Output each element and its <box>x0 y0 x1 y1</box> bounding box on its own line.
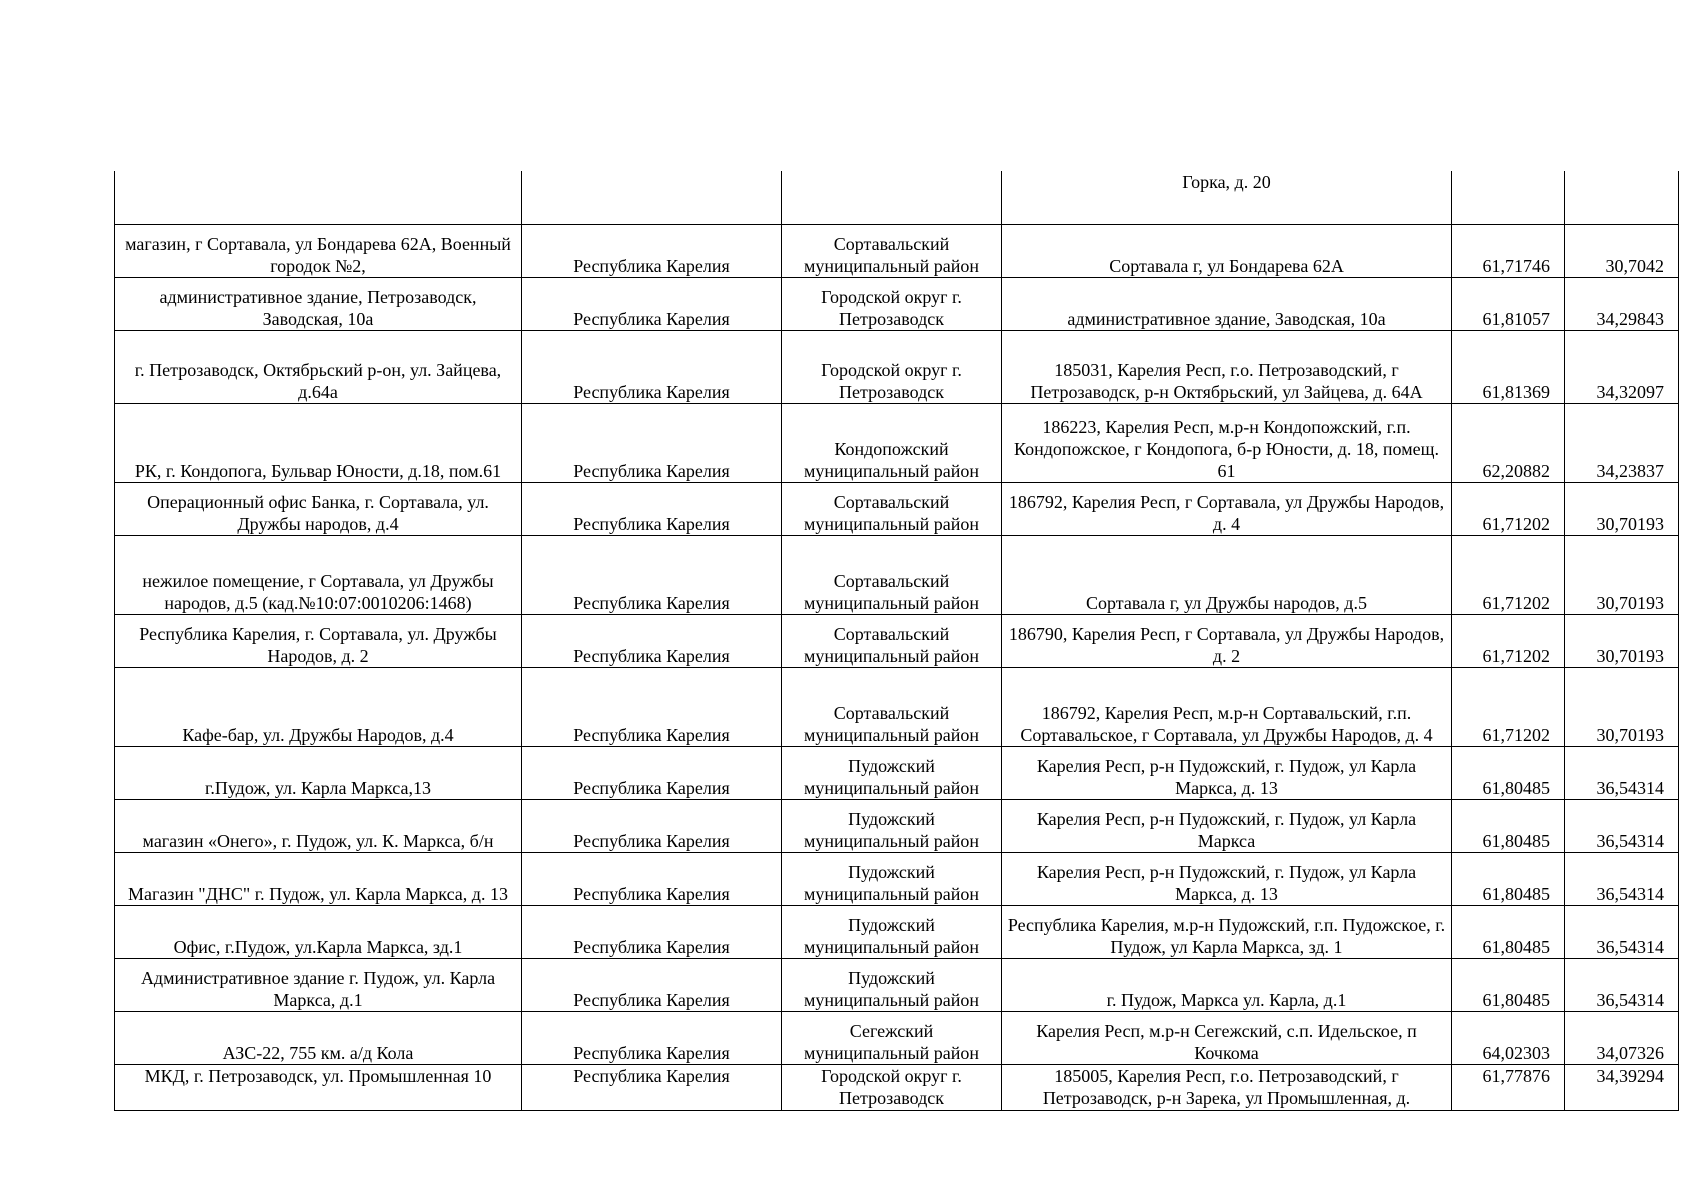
latitude-cell: 61,71202 <box>1452 667 1565 746</box>
district-cell: Пудожский муниципальный район <box>782 905 1002 958</box>
location-name-cell: Республика Карелия, г. Сортавала, ул. Дружбы Народов, д. 2 <box>115 614 522 667</box>
district-cell: Пудожский муниципальный район <box>782 852 1002 905</box>
location-name-cell: Магазин "ДНС" г. Пудож, ул. Карла Маркса, д. 13 <box>115 852 522 905</box>
region-cell: Республика Карелия <box>522 852 782 905</box>
district-cell: Сортавальский муниципальный район <box>782 667 1002 746</box>
address-cell: Карелия Респ, р-н Пудожский, г. Пудож, ул Карла Маркса, д. 13 <box>1002 746 1452 799</box>
latitude-cell: 64,02303 <box>1452 1011 1565 1064</box>
location-name-cell: РК, г. Кондопога, Бульвар Юности, д.18, пом.61 <box>115 403 522 482</box>
location-name-cell <box>115 171 522 224</box>
address-cell: Республика Карелия, м.р-н Пудожский, г.п. Пудожское, г. Пудож, ул Карла Маркса, зд. 1 <box>1002 905 1452 958</box>
latitude-cell: 61,81369 <box>1452 330 1565 403</box>
longitude-cell: 30,70193 <box>1565 614 1679 667</box>
region-cell: Республика Карелия <box>522 403 782 482</box>
table-row <box>115 614 1679 667</box>
region-cell: Республика Карелия <box>522 1064 782 1110</box>
longitude-cell: 36,54314 <box>1565 905 1679 958</box>
latitude-cell: 62,20882 <box>1452 403 1565 482</box>
region-cell: Республика Карелия <box>522 746 782 799</box>
longitude-cell: 34,23837 <box>1565 403 1679 482</box>
location-name-cell: АЗС-22, 755 км. а/д Кола <box>115 1011 522 1064</box>
longitude-cell: 36,54314 <box>1565 799 1679 852</box>
table-row <box>115 277 1679 330</box>
table-row <box>115 224 1679 277</box>
region-cell: Республика Карелия <box>522 614 782 667</box>
district-cell: Сортавальский муниципальный район <box>782 535 1002 614</box>
longitude-cell: 30,70193 <box>1565 535 1679 614</box>
latitude-cell: 61,80485 <box>1452 852 1565 905</box>
table-row <box>115 1011 1679 1064</box>
latitude-cell: 61,80485 <box>1452 905 1565 958</box>
district-cell: Пудожский муниципальный район <box>782 958 1002 1011</box>
table-row <box>115 799 1679 852</box>
table-row <box>115 852 1679 905</box>
latitude-cell: 61,80485 <box>1452 958 1565 1011</box>
longitude-cell: 36,54314 <box>1565 852 1679 905</box>
district-cell: Кондопожский муниципальный район <box>782 403 1002 482</box>
longitude-cell: 34,39294 <box>1565 1064 1679 1110</box>
latitude-cell <box>1452 171 1565 224</box>
table-row <box>115 403 1679 482</box>
longitude-cell: 36,54314 <box>1565 958 1679 1011</box>
table-row <box>115 171 1679 224</box>
region-cell: Республика Карелия <box>522 224 782 277</box>
address-cell: Карелия Респ, р-н Пудожский, г. Пудож, ул Карла Маркса, д. 13 <box>1002 852 1452 905</box>
location-name-cell: магазин «Онего», г. Пудож, ул. К. Маркса, б/н <box>115 799 522 852</box>
longitude-cell: 30,70193 <box>1565 667 1679 746</box>
location-name-cell: г. Петрозаводск, Октябрьский р-он, ул. Зайцева, д.64а <box>115 330 522 403</box>
address-cell: 185031, Карелия Респ, г.о. Петрозаводский, г Петрозаводск, р-н Октябрьский, ул Зайцева, д. 64А <box>1002 330 1452 403</box>
latitude-cell: 61,71202 <box>1452 614 1565 667</box>
region-cell <box>522 171 782 224</box>
location-name-cell: МКД, г. Петрозаводск, ул. Промышленная 10 <box>115 1064 522 1110</box>
region-cell: Республика Карелия <box>522 330 782 403</box>
longitude-cell: 34,07326 <box>1565 1011 1679 1064</box>
table-row <box>115 667 1679 746</box>
location-name-cell: г.Пудож, ул. Карла Маркса,13 <box>115 746 522 799</box>
table-row <box>115 535 1679 614</box>
latitude-cell: 61,80485 <box>1452 746 1565 799</box>
address-cell: 186792, Карелия Респ, м.р-н Сортавальский, г.п. Сортавальское, г Сортавала, ул Дружбы Народов, д. 4 <box>1002 667 1452 746</box>
district-cell: Сортавальский муниципальный район <box>782 482 1002 535</box>
table-row <box>115 905 1679 958</box>
address-cell: Сортавала г, ул Бондарева 62А <box>1002 224 1452 277</box>
address-cell: г. Пудож, Маркса ул. Карла, д.1 <box>1002 958 1452 1011</box>
latitude-cell: 61,71202 <box>1452 482 1565 535</box>
district-cell <box>782 171 1002 224</box>
location-name-cell: Операционный офис Банка, г. Сортавала, ул. Дружбы народов, д.4 <box>115 482 522 535</box>
location-name-cell: Офис, г.Пудож, ул.Карла Маркса, зд.1 <box>115 905 522 958</box>
latitude-cell: 61,71202 <box>1452 535 1565 614</box>
longitude-cell: 36,54314 <box>1565 746 1679 799</box>
data-table <box>114 171 1679 1111</box>
table-row <box>115 330 1679 403</box>
region-cell: Республика Карелия <box>522 958 782 1011</box>
address-cell: 186792, Карелия Респ, г Сортавала, ул Дружбы Народов, д. 4 <box>1002 482 1452 535</box>
address-cell: 186223, Карелия Респ, м.р-н Кондопожский, г.п. Кондопожское, г Кондопога, б-р Юности, д. 18, помещ. 61 <box>1002 403 1452 482</box>
region-cell: Республика Карелия <box>522 277 782 330</box>
district-cell: Сортавальский муниципальный район <box>782 224 1002 277</box>
location-name-cell: магазин, г Сортавала, ул Бондарева 62А, Военный городок №2, <box>115 224 522 277</box>
longitude-cell <box>1565 171 1679 224</box>
latitude-cell: 61,80485 <box>1452 799 1565 852</box>
region-cell: Республика Карелия <box>522 535 782 614</box>
longitude-cell: 30,70193 <box>1565 482 1679 535</box>
district-cell: Пудожский муниципальный район <box>782 799 1002 852</box>
location-name-cell: Административное здание г. Пудож, ул. Карла Маркса, д.1 <box>115 958 522 1011</box>
address-cell: Горка, д. 20 <box>1002 171 1452 224</box>
latitude-cell: 61,81057 <box>1452 277 1565 330</box>
longitude-cell: 34,32097 <box>1565 330 1679 403</box>
address-cell: Сортавала г, ул Дружбы народов, д.5 <box>1002 535 1452 614</box>
district-cell: Сортавальский муниципальный район <box>782 614 1002 667</box>
region-cell: Республика Карелия <box>522 667 782 746</box>
address-cell: Карелия Респ, м.р-н Сегежский, с.п. Идельское, п Кочкома <box>1002 1011 1452 1064</box>
address-cell: 186790, Карелия Респ, г Сортавала, ул Дружбы Народов, д. 2 <box>1002 614 1452 667</box>
region-cell: Республика Карелия <box>522 1011 782 1064</box>
region-cell: Республика Карелия <box>522 799 782 852</box>
location-name-cell: нежилое помещение, г Сортавала, ул Дружбы народов, д.5 (кад.№10:07:0010206:1468) <box>115 535 522 614</box>
district-cell: Сегежский муниципальный район <box>782 1011 1002 1064</box>
region-cell: Республика Карелия <box>522 482 782 535</box>
table-row <box>115 1064 1679 1110</box>
district-cell: Городской округ г. Петрозаводск <box>782 277 1002 330</box>
table-row <box>115 958 1679 1011</box>
table-row <box>115 746 1679 799</box>
latitude-cell: 61,77876 <box>1452 1064 1565 1110</box>
region-cell: Республика Карелия <box>522 905 782 958</box>
longitude-cell: 34,29843 <box>1565 277 1679 330</box>
address-cell: 185005, Карелия Респ, г.о. Петрозаводский, г Петрозаводск, р-н Зарека, ул Промышленная, д. <box>1002 1064 1452 1110</box>
district-cell: Городской округ г. Петрозаводск <box>782 1064 1002 1110</box>
latitude-cell: 61,71746 <box>1452 224 1565 277</box>
longitude-cell: 30,7042 <box>1565 224 1679 277</box>
table-row <box>115 482 1679 535</box>
location-name-cell: административное здание, Петрозаводск, Заводская, 10а <box>115 277 522 330</box>
address-cell: Карелия Респ, р-н Пудожский, г. Пудож, ул Карла Маркса <box>1002 799 1452 852</box>
district-cell: Пудожский муниципальный район <box>782 746 1002 799</box>
district-cell: Городской округ г. Петрозаводск <box>782 330 1002 403</box>
address-cell: административное здание, Заводская, 10а <box>1002 277 1452 330</box>
location-name-cell: Кафе-бар, ул. Дружбы Народов, д.4 <box>115 667 522 746</box>
